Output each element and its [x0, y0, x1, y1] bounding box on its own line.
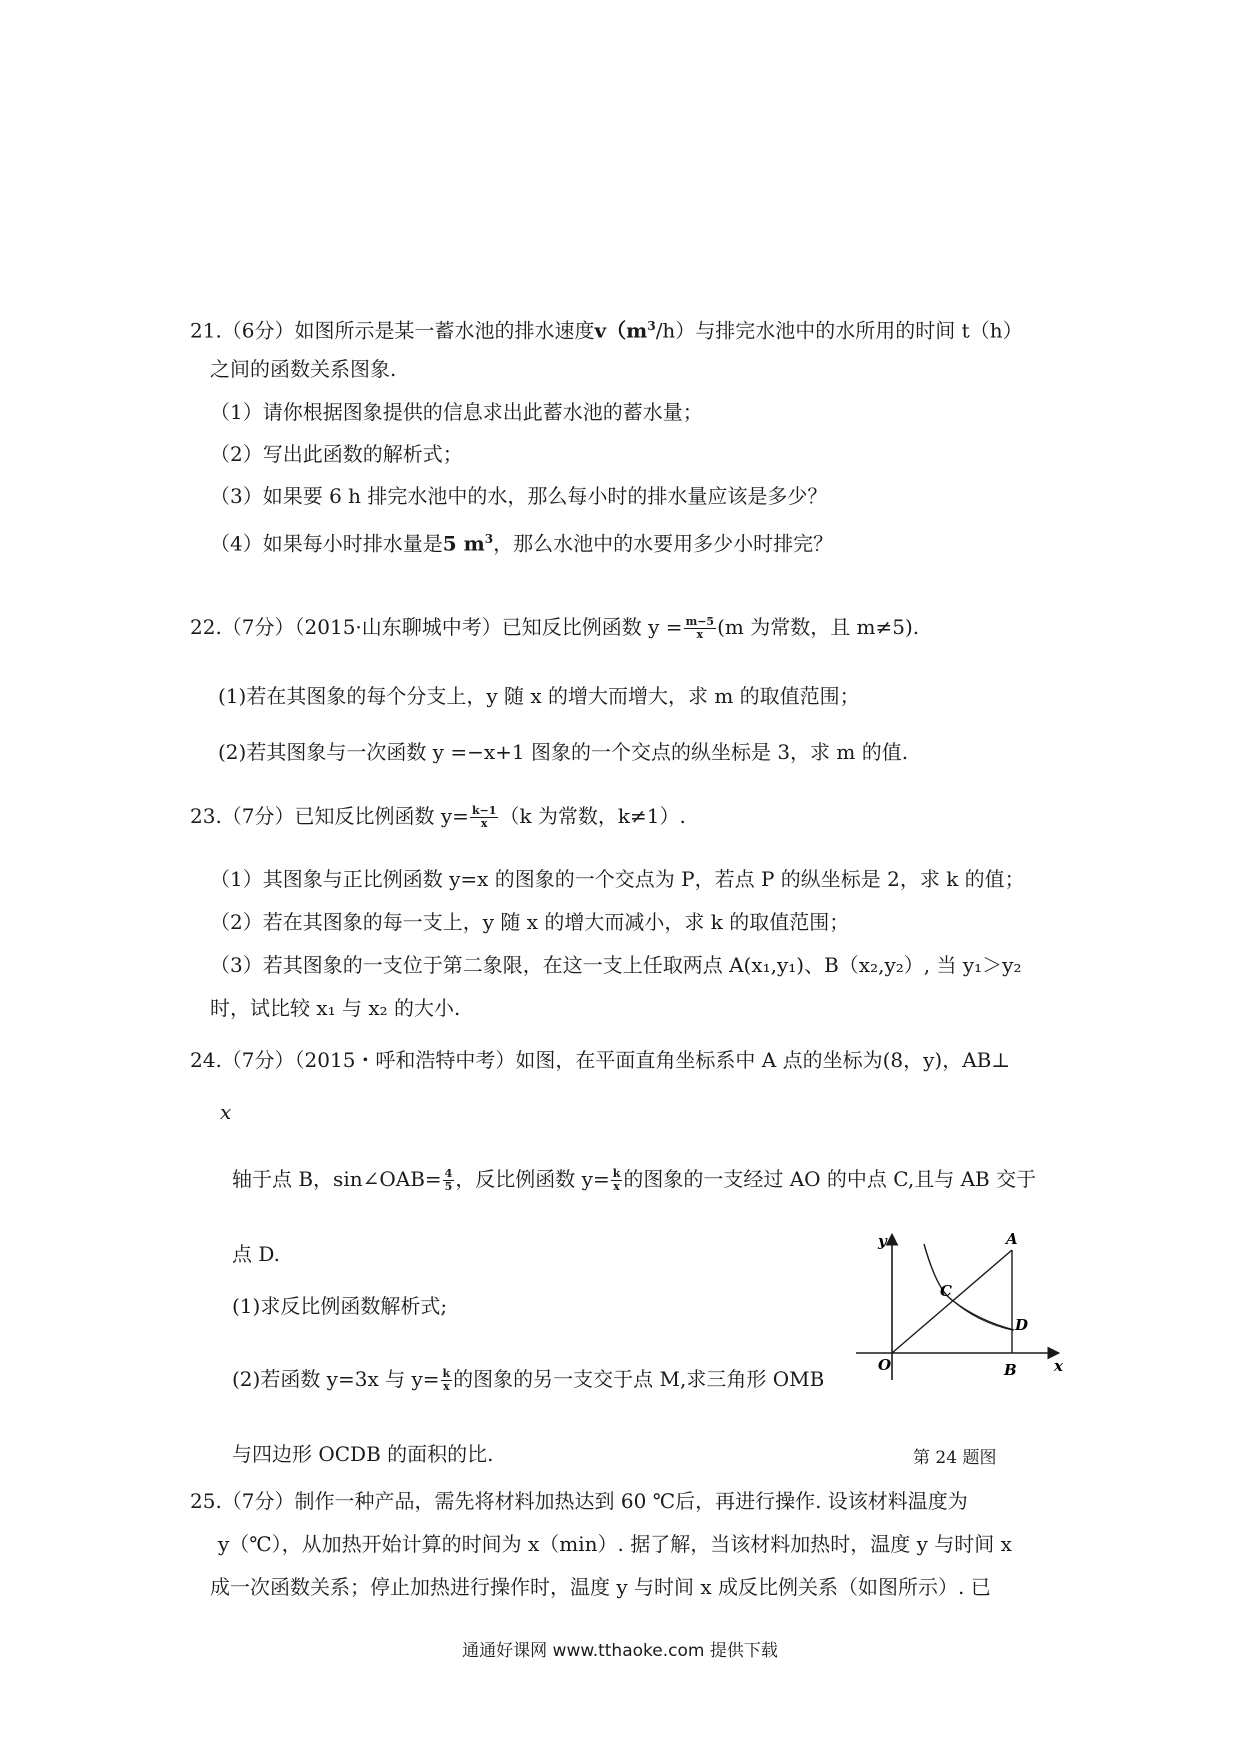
q21-p4-text-b: ，那么水池中的水要用多少小时排完？	[493, 531, 834, 556]
q21-v-unit: /h）	[655, 318, 696, 343]
q21-p4-value: 5 m	[442, 531, 485, 556]
label-a: A	[1006, 1230, 1018, 1248]
q24-line-1: 24.（7分）（2015・呼和浩特中考）如图，在平面直角坐标系中 A 点的坐标为(8，y)，AB⊥	[190, 1048, 1011, 1072]
q22-text-b: (m 为常数，且 m≠5).	[717, 615, 920, 639]
segment-cd	[952, 1300, 1012, 1330]
q22-line-1	[190, 613, 919, 641]
q21-line-1	[190, 312, 1023, 345]
q24-part-1: (1)求反比例函数解析式;	[232, 1294, 448, 1318]
page-footer: 通通好课网 www.tthaoke.com 提供下载	[462, 1641, 778, 1661]
label-c: C	[940, 1282, 952, 1300]
q21-text-b: 与排完水池中的水所用的时间 t（h）	[695, 318, 1023, 343]
q23-text-a: 23.（7分）已知反比例函数 y=	[190, 804, 469, 828]
q24-text-b: ，反比例函数 y=	[455, 1167, 610, 1191]
label-o: O	[878, 1356, 892, 1374]
q24-line-3: 点 D.	[232, 1242, 281, 1266]
label-d: D	[1015, 1316, 1029, 1334]
q21-part-3: （3）如果要 6 h 排完水池中的水，那么每小时的排水量应该是多少？	[210, 484, 828, 508]
q24-text-a: 轴于点 B，sin∠OAB=	[232, 1167, 442, 1191]
q24-line-1-x: x	[220, 1100, 232, 1124]
q24-p2-text-b: 的图象的另一支交于点 M,求三角形 OMB	[453, 1367, 825, 1391]
q24-part-2	[232, 1365, 824, 1393]
q24-k-den: x	[613, 1180, 620, 1193]
q22-frac-den: x	[696, 628, 704, 641]
q24-figure-caption: 第 24 题图	[913, 1448, 997, 1468]
q23-part-3b: 时，试比较 x₁ 与 x₂ 的大小.	[210, 996, 461, 1020]
q23-fraction	[470, 805, 499, 830]
q24-sin-den: 5	[444, 1180, 453, 1193]
q23-line-1	[190, 802, 686, 830]
q21-line-2: 之间的函数关系图象.	[210, 357, 397, 381]
q23-text-b: （k 为常数，k≠1）.	[499, 804, 686, 828]
q24-text-c: 的图象的一支经过 AO 的中点 C,且与 AB 交于	[623, 1167, 1037, 1191]
q23-part-3: （3）若其图象的一支位于第二象限，在这一支上任取两点 A(x₁,y₁)、B（x₂,y₂）, 当 y₁＞y₂	[210, 953, 1022, 977]
q22-frac-num: m−5	[685, 615, 715, 628]
q21-v-symbol: v（m	[594, 318, 648, 343]
q25-line-3: 成一次函数关系；停止加热进行操作时，温度 y 与时间 x 成反比例关系（如图所示）. 已	[210, 1575, 991, 1599]
q24-part-2-cont: 与四边形 OCDB 的面积的比.	[232, 1442, 494, 1466]
q23-part-2: （2）若在其图象的每一支上，y 随 x 的增大而减小，求 k 的取值范围；	[210, 910, 850, 934]
q24-p2-k-num: k	[442, 1367, 451, 1380]
q22-text-a: 22.（7分）（2015·山东聊城中考）已知反比例函数 y =	[190, 615, 683, 639]
q25-line-1: 25.（7分）制作一种产品，需先将材料加热达到 60 ℃后，再进行操作. 设该材料温度为	[190, 1489, 968, 1513]
q21-part-4	[210, 525, 833, 558]
segment-oa	[892, 1250, 1012, 1353]
q21-v-exp: 3	[647, 319, 656, 333]
q22-part-2: (2)若其图象与一次函数 y =−x+1 图象的一个交点的纵坐标是 3，求 m 的值.	[218, 740, 909, 764]
q24-sin-num: 4	[444, 1167, 453, 1180]
q24-p2-text-a: (2)若函数 y=3x 与 y=	[232, 1367, 440, 1391]
q22-part-1: (1)若在其图象的每个分支上，y 随 x 的增大而增大，求 m 的取值范围；	[218, 684, 860, 708]
q24-k-num: k	[612, 1167, 621, 1180]
q21-text-a: 21.（6分）如图所示是某一蓄水池的排水速度	[190, 318, 595, 343]
q24-p2-k-fraction	[441, 1368, 453, 1393]
label-b: B	[1004, 1361, 1017, 1379]
q23-frac-num: k−1	[471, 804, 497, 817]
q21-part-2: （2）写出此函数的解析式；	[210, 442, 463, 466]
q24-k-fraction	[611, 1168, 623, 1193]
q24-line-2	[232, 1165, 1036, 1193]
q21-p4-exp: 3	[484, 532, 494, 546]
q24-figure	[852, 1230, 1072, 1390]
q24-p2-k-den: x	[443, 1380, 450, 1393]
q21-p4-text-a: （4）如果每小时排水量是	[210, 531, 443, 556]
q23-frac-den: x	[480, 817, 488, 830]
q24-sin-fraction	[443, 1168, 455, 1193]
label-x: x	[1054, 1357, 1063, 1375]
label-y: y	[878, 1232, 887, 1250]
q22-fraction	[684, 616, 717, 641]
q23-part-1: （1）其图象与正比例函数 y=x 的图象的一个交点为 P，若点 P 的纵坐标是 2，求 k 的值；	[210, 867, 1025, 891]
q25-line-2: y（℃），从加热开始计算的时间为 x（min）. 据了解，当该材料加热时，温度 y 与时间 x	[218, 1532, 1012, 1556]
q21-part-1: （1）请你根据图象提供的信息求出此蓄水池的蓄水量；	[210, 400, 703, 424]
